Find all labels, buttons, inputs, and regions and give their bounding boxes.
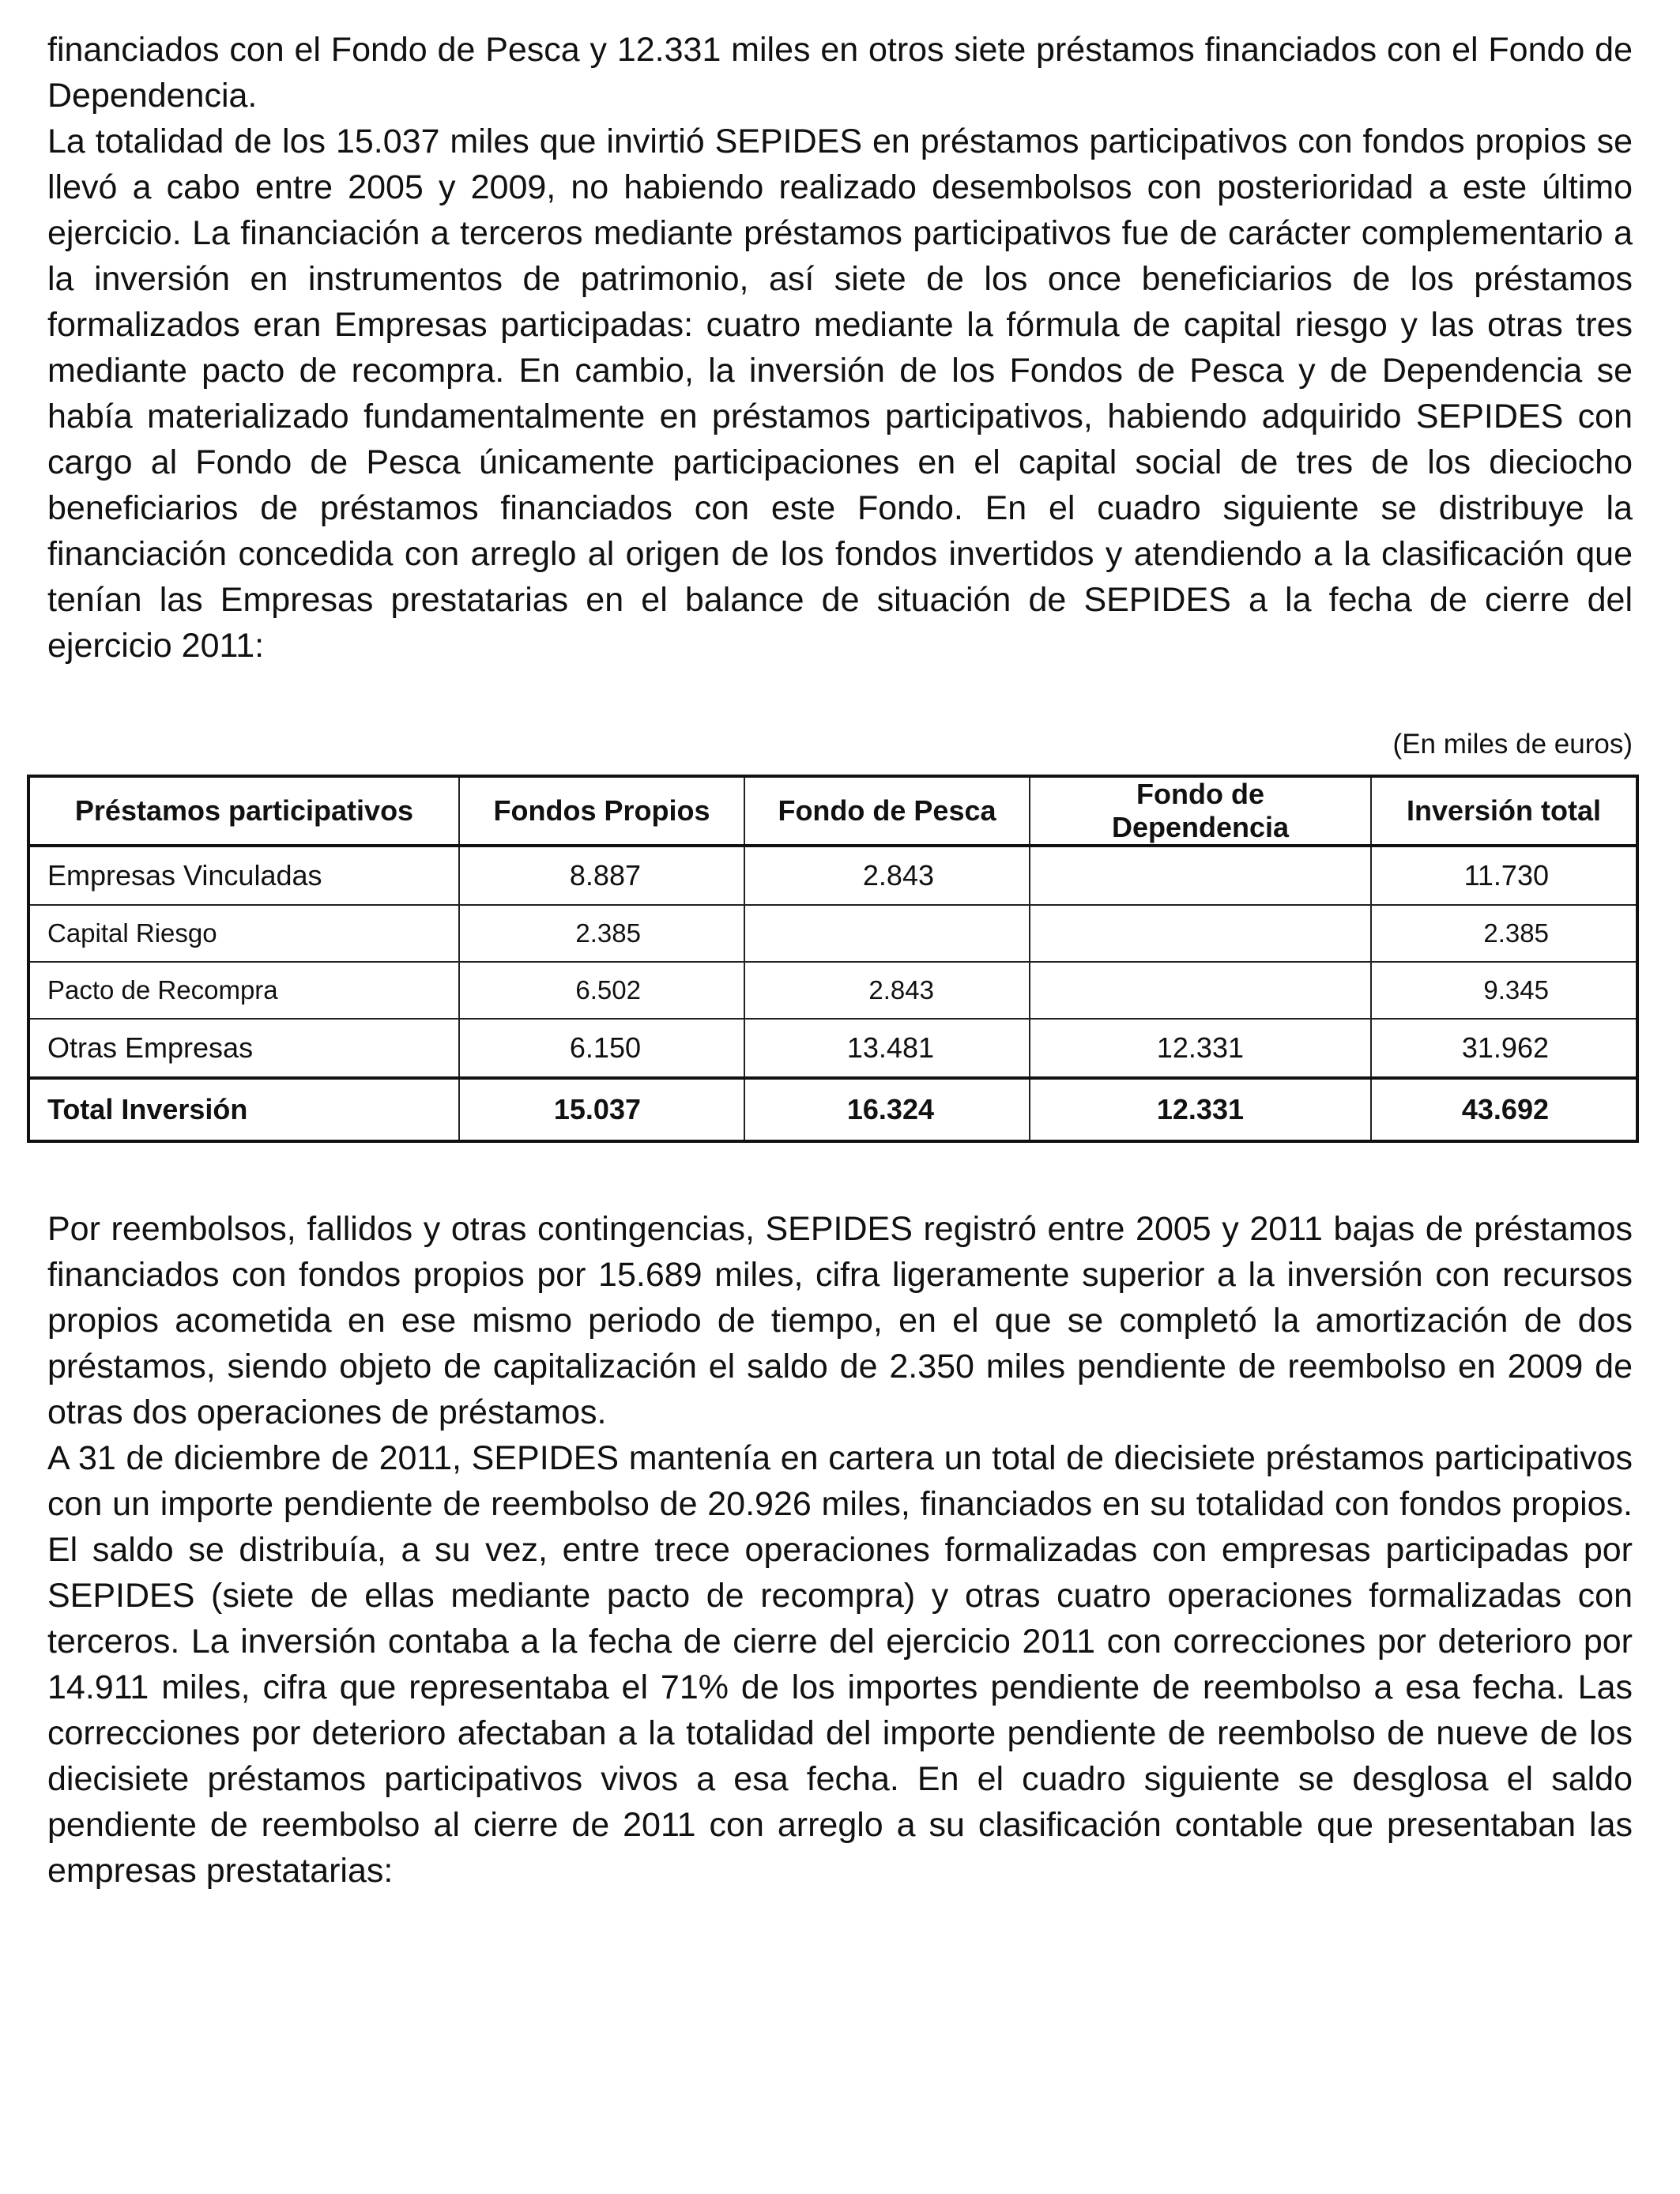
header-fondo-dependencia: Fondo de Dependencia: [1030, 776, 1371, 846]
paragraph-3: Por reembolsos, fallidos y otras contingencias, SEPIDES registró entre 2005 y 2011 bajas de préstamos financiados con fondos propios por 15.689 miles, cifra ligeramente superior a la inversión con recursos propios acometida en ese mismo periodo de tiempo, en el que se completó la amortización de dos préstamos, siendo objeto de capitalización el saldo de 2.350 miles pendiente de reembolso en 2009 de otras dos operaciones de préstamos.: [47, 1210, 1633, 1431]
table-header-row: [28, 776, 1637, 846]
cell-fondo-pesca: 13.481: [744, 1019, 1030, 1078]
cell-inversion-total: 9.345: [1371, 962, 1637, 1019]
total-fondos-propios: 15.037: [459, 1078, 744, 1141]
cell-fondos-propios: 6.502: [459, 962, 744, 1019]
paragraph-1: financiados con el Fondo de Pesca y 12.331 miles en otros siete préstamos financiados con el Fondo de Dependencia.: [47, 31, 1633, 115]
cell-inversion-total: 31.962: [1371, 1019, 1637, 1078]
cell-fondos-propios: 8.887: [459, 846, 744, 905]
table-row: [28, 905, 1637, 962]
cell-fondo-pesca: [744, 905, 1030, 962]
cell-fondo-pesca: 2.843: [744, 962, 1030, 1019]
total-label: Total Inversión: [28, 1078, 459, 1141]
cell-fondo-dependencia: [1030, 962, 1371, 1019]
cell-fondo-pesca: 2.843: [744, 846, 1030, 905]
total-fondo-dependencia: 12.331: [1030, 1078, 1371, 1141]
cell-fondos-propios: 2.385: [459, 905, 744, 962]
row-label: Empresas Vinculadas: [28, 846, 459, 905]
paragraph-4: A 31 de diciembre de 2011, SEPIDES mantenía en cartera un total de diecisiete préstamos participativos con un importe pendiente de reembolso de 20.926 miles, financiados en su totalidad con fondos propios. El saldo se distribuía, a su vez, entre trece operaciones formalizadas con empresas participadas por SEPIDES (siete de ellas mediante pacto de recompra) y otras cuatro operaciones formalizadas con terceros. La inversión contaba a la fecha de cierre del ejercicio 2011 con correcciones por deterioro por 14.911 miles, cifra que representaba el 71% de los importes pendiente de reembolso a esa fecha. Las correcciones por deterioro afectaban a la totalidad del importe pendiente de reembolso de nueve de los diecisiete préstamos participativos vivos a esa fecha. En el cuadro siguiente se desglosa el saldo pendiente de reembolso al cierre de 2011 con arreglo a su clasificación contable que presentaban las empresas prestatarias:: [47, 1439, 1633, 1890]
table-unit-note: (En miles de euros): [1392, 729, 1633, 760]
total-inversion-total: 43.692: [1371, 1078, 1637, 1141]
row-label: Pacto de Recompra: [28, 962, 459, 1019]
document-page: [47, 27, 1633, 1894]
cell-fondo-dependencia: [1030, 846, 1371, 905]
cell-fondo-dependencia: [1030, 905, 1371, 962]
table-row: [28, 1019, 1637, 1078]
table-row: [28, 846, 1637, 905]
cell-inversion-total: 11.730: [1371, 846, 1637, 905]
cell-fondos-propios: 6.150: [459, 1019, 744, 1078]
cell-inversion-total: 2.385: [1371, 905, 1637, 962]
paragraph-2: La totalidad de los 15.037 miles que invirtió SEPIDES en préstamos participativos con fondos propios se llevó a cabo entre 2005 y 2009, no habiendo realizado desembolsos con posterioridad a este último ejercicio. La financiación a terceros mediante préstamos participativos fue de carácter complementario a la inversión en instrumentos de patrimonio, así siete de los once beneficiarios de los préstamos formalizados eran Empresas participadas: cuatro mediante la fórmula de capital riesgo y las otras tres mediante pacto de recompra. En cambio, la inversión de los Fondos de Pesca y de Dependencia se había materializado fundamentalmente en préstamos participativos, habiendo adquirido SEPIDES con cargo al Fondo de Pesca únicamente participaciones en el capital social de tres de los dieciocho beneficiarios de préstamos financiados con este Fondo. En el cuadro siguiente se distribuye la financiación concedida con arreglo al origen de los fondos invertidos y atendiendo a la clasificación que tenían las Empresas prestatarias en el balance de situación de SEPIDES a la fecha de cierre del ejercicio 2011:: [47, 123, 1633, 665]
header-inversion-total: Inversión total: [1371, 776, 1637, 846]
row-label: Otras Empresas: [28, 1019, 459, 1078]
loans-table: [27, 775, 1639, 1143]
header-prestamos: Préstamos participativos: [28, 776, 459, 846]
cell-fondo-dependencia: 12.331: [1030, 1019, 1371, 1078]
table-row: [28, 962, 1637, 1019]
row-label: Capital Riesgo: [28, 905, 459, 962]
header-fondo-pesca: Fondo de Pesca: [744, 776, 1030, 846]
table-total-row: [28, 1078, 1637, 1141]
total-fondo-pesca: 16.324: [744, 1078, 1030, 1141]
header-fondos-propios: Fondos Propios: [459, 776, 744, 846]
